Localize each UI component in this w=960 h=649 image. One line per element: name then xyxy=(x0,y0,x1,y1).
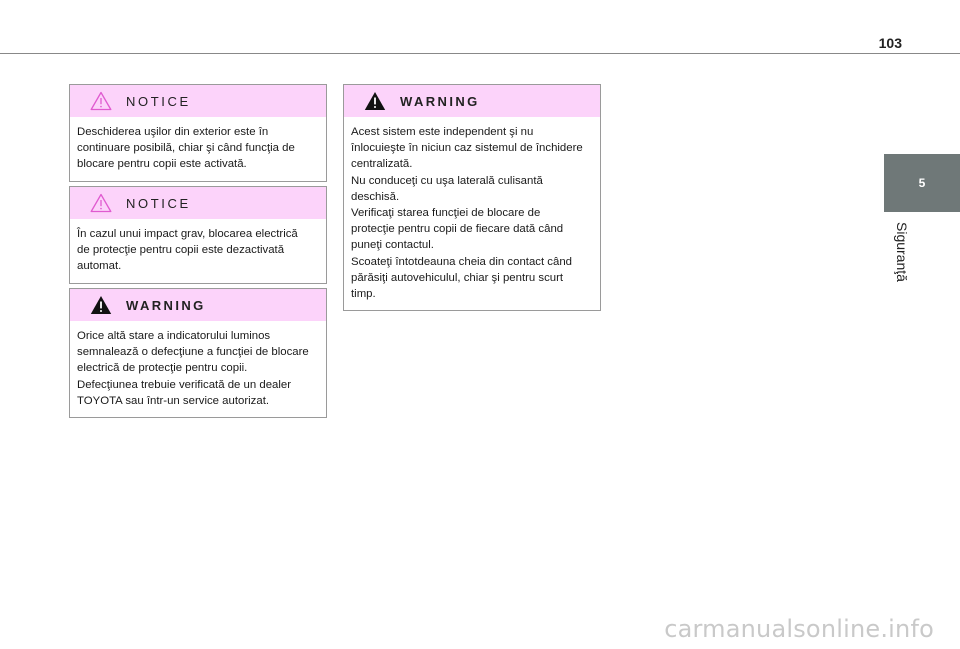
warning-body xyxy=(70,321,326,417)
chapter-title: Siguranţă xyxy=(894,222,910,282)
page-number: 103 xyxy=(878,35,902,51)
body-line: blocare pentru copii este activată. xyxy=(77,158,247,171)
warning-filled-icon xyxy=(364,91,386,111)
body-line: centralizată. xyxy=(351,158,413,171)
warning-header xyxy=(70,289,326,321)
warning-title: WARNING xyxy=(400,93,480,109)
body-line: semnalează o defecţiune a funcţiei de blocare xyxy=(77,346,309,359)
body-line: automat. xyxy=(77,260,122,273)
body-line: Acest sistem este independent şi nu xyxy=(351,126,534,138)
notice-box-1 xyxy=(69,84,327,182)
body-line: În cazul unui impact grav, blocarea electrică xyxy=(77,228,298,240)
watermark: carmanualsonline.info xyxy=(664,615,934,643)
body-line: Scoateţi întotdeauna cheia din contact când xyxy=(351,255,573,268)
warning-outline-icon xyxy=(90,91,112,111)
notice-header xyxy=(70,187,326,219)
body-line: continuare posibilă, chiar şi când funcţia de xyxy=(77,142,295,155)
body-line: înlocuieşte în niciun caz sistemul de închidere xyxy=(351,142,583,155)
warning-outline-icon xyxy=(90,193,112,213)
notice-title: NOTICE xyxy=(126,93,191,109)
body-line: electrică de protecţie pentru copii. xyxy=(77,362,248,375)
body-line: Verificaţi starea funcţiei de blocare de xyxy=(351,207,541,220)
body-line: deschisă. xyxy=(351,190,400,203)
warning-box-1 xyxy=(69,288,327,418)
notice-body xyxy=(70,117,326,181)
body-line: puneţi contactul. xyxy=(351,239,434,252)
body-line: Orice altă stare a indicatorului luminos xyxy=(77,330,271,342)
body-line: Nu conduceţi cu uşa laterală culisantă xyxy=(351,174,543,187)
chapter-number: 5 xyxy=(918,176,926,190)
notice-title: NOTICE xyxy=(126,195,191,211)
body-line: Deschiderea uşilor din exterior este în xyxy=(77,126,269,138)
body-line: timp. xyxy=(351,288,376,301)
warning-body xyxy=(344,117,600,310)
body-line: TOYOTA sau într-un service autorizat. xyxy=(77,394,270,407)
notice-body xyxy=(70,219,326,283)
warning-filled-icon xyxy=(90,295,112,315)
notice-header xyxy=(70,85,326,117)
warning-header xyxy=(344,85,600,117)
notice-box-2 xyxy=(69,186,327,284)
body-line: Defecţiunea trebuie verificată de un dealer xyxy=(77,378,292,391)
body-line: părăsiţi autovehiculul, chiar şi pentru scurt xyxy=(351,271,564,284)
warning-title: WARNING xyxy=(126,297,206,313)
warning-box-2 xyxy=(343,84,601,311)
body-line: de protecţie pentru copii este dezactivată xyxy=(77,244,285,257)
body-line: protecţie pentru copii de fiecare dată când xyxy=(351,223,564,236)
top-rule xyxy=(0,53,960,54)
chapter-tab[interactable] xyxy=(884,154,960,212)
